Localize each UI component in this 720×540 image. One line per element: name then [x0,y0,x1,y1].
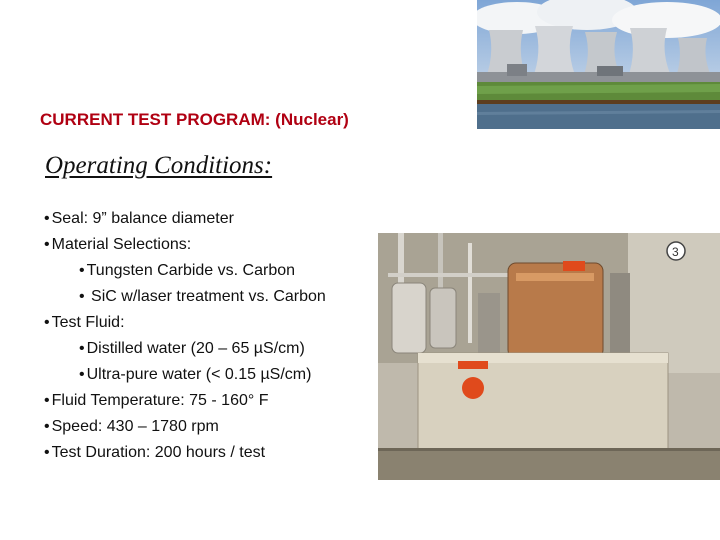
bullet-test-fluid: • Test Fluid: [44,312,326,338]
bullet-fluid-temperature: • Fluid Temperature: 75 - 160° F [44,390,326,416]
bullet-list [44,208,326,468]
sub-bullet-ultra-pure-water: • Ultra-pure water (< 0.15 µS/cm) [44,364,326,390]
bullet-speed: • Speed: 430 – 1780 rpm [44,416,326,442]
sub-bullet-distilled-water: • Distilled water (20 – 65 µS/cm) [44,338,326,364]
svg-text:3: 3 [672,245,679,259]
power-plant-photo [477,0,720,129]
bullet-test-duration: • Test Duration: 200 hours / test [44,442,326,468]
test-rig-photo [378,233,720,480]
slide-title: CURRENT TEST PROGRAM: (Nuclear) [40,110,349,129]
sub-bullet-sic: • SiC w/laser treatment vs. Carbon [44,286,326,312]
bullet-seal: • Seal: 9” balance diameter [44,208,326,234]
section-heading: Operating Conditions: [45,152,273,179]
bullet-material-selections: • Material Selections: [44,234,326,260]
sub-bullet-tungsten-carbide: • Tungsten Carbide vs. Carbon [44,260,326,286]
